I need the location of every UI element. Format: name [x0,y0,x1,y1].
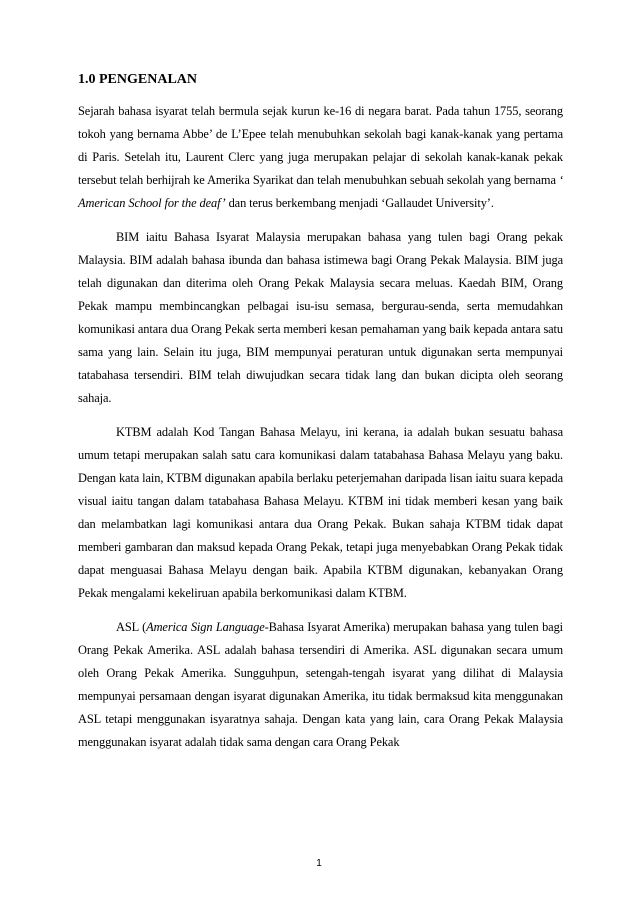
paragraph-history-italic: ‘ American School for the deaf’ [78,173,563,210]
paragraph-history [78,100,563,215]
section-heading: 1.0 PENGENALAN [78,72,198,87]
paragraph-asl [78,616,563,754]
paragraph-history-text-2: dan terus berkembang menjadi ‘Gallaudet University’. [225,196,494,210]
paragraph-history-text-1: Sejarah bahasa isyarat telah bermula sejak kurun ke-16 di negara barat. Pada tahun 1755, seorang tokoh yang bernama Abbe’ de L’Epee telah menubuhkan sekolah bagi kanak-kanak yang pertama di Paris. Setelah itu, Laurent Clerc yang juga merupakan pelajar di sekolah kanak-kanak pekak tersebut telah berhijrah ke Amerika Syarikat dan telah menubuhkan sebuah sekolah yang bernama [78,104,563,187]
document-page [78,70,563,765]
paragraph-asl-italic: America Sign Language [146,620,265,634]
paragraph-asl-text-1: ASL ( [116,620,147,634]
page-number: 1 [316,858,322,869]
paragraph-asl-text-2: -Bahasa Isyarat Amerika) merupakan bahasa yang tulen bagi Orang Pekak Amerika. ASL adalah bahasa tersendiri di Amerika. ASL digunakan secara umum oleh Orang Pekak Amerika. Sungguhpun, setengah-tengah isyarat yang dilihat di Malaysia mempunyai persamaan dengan isyarat digunakan Amerika, itu tidak bermaksud kita menggunakan ASL tetapi menggunakan isyaratnya sahaja. Dengan kata yang lain, cara Orang Pekak Malaysia menggunakan isyarat adalah tidak sama dengan cara Orang Pekak [78,620,564,749]
paragraph-bim: BIM iaitu Bahasa Isyarat Malaysia merupakan bahasa yang tulen bagi Orang pekak Malaysia. BIM adalah bahasa ibunda dan bahasa istimewa bagi Orang Pekak Malaysia. BIM juga telah digunakan dan diterima oleh Orang Pekak Malaysia secara meluas. Kaedah BIM, Orang Pekak mampu membincangkan pelbagai isu-isu semasa, bergurau-senda, serta memudahkan komunikasi antara dua Orang Pekak serta memberi kesan pemahaman yang baik kepada antara satu sama yang lain. Selain itu juga, BIM mempunyai peraturan untuk digunakan serta mempunyai tatabahasa tersendiri. BIM telah diwujudkan secara tidak lang dan bukan dicipta oleh seorang sahaja. [78,230,563,405]
paragraph-ktbm: KTBM adalah Kod Tangan Bahasa Melayu, ini kerana, ia adalah bukan sesuatu bahasa umum tetapi merupakan salah satu cara komunikasi dalam tatabahasa Bahasa Melayu yang baku. Dengan kata lain, KTBM digunakan apabila berlaku peterjemahan daripada lisan iaitu suara kepada visual iaitu tangan dalam tatabahasa Bahasa Melayu. KTBM ini tidak memberi kesan yang baik dan melambatkan lagi komunikasi antara dua Orang Pekak. Bukan sahaja KTBM tidak dapat memberi gambaran dan maksud kepada Orang Pekak, tetapi juga menyebabkan Orang Pekak tidak dapat menguasai Bahasa Melayu dengan baik. Apabila KTBM digunakan, kebanyakan Orang Pekak mengalami kekeliruan apabila berkomunikasi dalam KTBM. [78,425,563,600]
